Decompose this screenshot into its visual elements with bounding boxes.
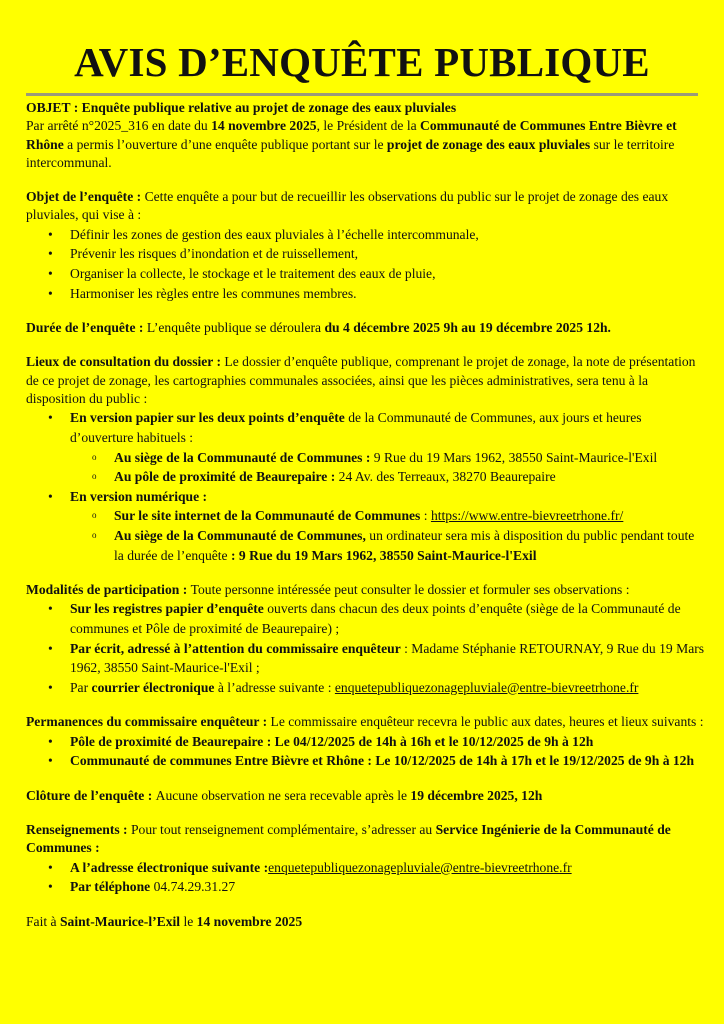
bullet-list	[26, 225, 706, 303]
bold-text: 19 décembre 2025, 12h	[410, 787, 543, 803]
bold-text: A l’adresse électronique suivante :	[70, 859, 269, 875]
sub-list-item	[114, 526, 706, 565]
bold-text: projet de zonage des eaux pluviales	[386, 136, 591, 152]
bold-text: Modalités de participation :	[26, 582, 191, 598]
list-item	[70, 877, 706, 897]
paragraph	[26, 581, 706, 599]
text: a permis l’ouverture d’une enquête publique portant sur le	[63, 136, 387, 152]
text: le	[180, 913, 197, 929]
bold-text: du 4 décembre 2025 9h au 19 décembre 2025 12h.	[324, 320, 611, 336]
bold-text: En version numérique :	[70, 488, 208, 504]
text: Cette enquête a pour but de recueillir les observations du public sur le projet de zonage des eaux pluviales, qui vise à :	[26, 189, 669, 223]
text: Par arrêté n°2025_316 en date du	[26, 118, 212, 134]
list-item	[70, 639, 706, 678]
bold-text: Sur les registres papier d’enquête	[70, 601, 264, 617]
bold-text: Au pôle de proximité de Beaurepaire :	[114, 469, 339, 485]
sub-list-item	[114, 467, 706, 487]
text: un ordinateur sera mis à disposition du public pendant toute la durée de l’enquête	[114, 527, 695, 563]
bold-text: Service Ingénierie de la Communauté de Communes :	[26, 822, 671, 856]
list-item	[70, 678, 706, 698]
text: 04.74.29.31.27	[150, 879, 236, 895]
bold-text: Permanences du commissaire enquêteur :	[26, 714, 271, 730]
sub-list-item	[114, 448, 706, 468]
bullet-list	[26, 599, 706, 697]
paragraph	[26, 353, 706, 408]
text: Organiser la collecte, le stockage et le traitement des eaux de pluie,	[70, 265, 436, 281]
link[interactable]: enquetepubliquezonagepluviale@entre-bievreetrhone.fr	[268, 859, 572, 875]
sub-list-item	[114, 506, 706, 526]
text: , le Président de la	[316, 118, 421, 134]
text: 9 Rue du 19 Mars 1962, 38550 Saint-Maurice-l'Exil	[373, 449, 658, 465]
bold-text: Pôle de proximité de Beaurepaire : Le 04/12/2025 de 14h à 16h et le 10/12/2025 de 9h à 12h	[70, 733, 594, 749]
bold-text: Durée de l’enquête :	[26, 320, 147, 336]
bold-text: 14 novembre 2025	[211, 118, 317, 134]
text: sur le territoire intercommunal.	[26, 136, 675, 170]
page-title: AVIS D’ENQUÊTE PUBLIQUE	[74, 39, 650, 85]
bold-text: courrier électronique	[91, 679, 215, 695]
text: ouverts dans chacun des deux points d’enquête (siège de la Communauté de communes et Pôle de proximité de Beaurepaire) ;	[70, 601, 681, 636]
paragraph	[26, 99, 706, 117]
text: Pour tout renseignement complémentaire, s’adresser au	[130, 822, 436, 838]
text: Fait à	[26, 913, 60, 929]
link[interactable]: enquetepubliquezonagepluviale@entre-bievreetrhone.fr	[334, 679, 639, 695]
bold-text: Communauté de Communes Entre Bièvre et Rhône	[26, 118, 677, 152]
bold-text: Lieux de consultation du dossier :	[26, 354, 225, 370]
text: :	[420, 508, 431, 524]
bold-text: Saint-Maurice-l’Exil	[59, 913, 181, 929]
text: à l’adresse suivante :	[214, 679, 335, 695]
bold-text: En version papier sur les deux points d’enquête	[70, 410, 345, 426]
text: Par	[70, 679, 92, 695]
bold-text: Communauté de communes Entre Bièvre et Rhône : Le 10/12/2025 de 14h à 17h et le 19/12/2025 de 9h à 12h	[70, 753, 695, 769]
list-item	[70, 751, 706, 771]
bold-text: Objet de l’enquête :	[26, 189, 145, 205]
paragraph	[26, 821, 706, 858]
text: Le commissaire enquêteur recevra le public aux dates, heures et lieux suivants :	[270, 714, 704, 730]
bold-text: 14 novembre 2025	[196, 913, 303, 929]
text: Harmoniser les règles entre les communes membres.	[70, 285, 357, 301]
sub-list	[70, 448, 706, 487]
bold-text: OBJET : Enquête publique relative au projet de zonage des eaux pluviales	[26, 100, 457, 115]
text: Définir les zones de gestion des eaux pluviales à l’échelle intercommunale,	[70, 226, 479, 242]
bullet-list	[26, 858, 706, 897]
bold-text: : 9 Rue du 19 Mars 1962, 38550 Saint-Maurice-l'Exil	[231, 547, 537, 563]
text: Le dossier d’enquête publique, comprenant le projet de zonage, la note de présentation de ce projet de zonage, les cartographies communales associées, ainsi que les pièces administratives, sera tenu à la disposition du public :	[26, 354, 696, 407]
text: Prévenir les risques d’inondation et de ruissellement,	[70, 246, 359, 262]
paragraph	[26, 713, 706, 731]
list-item	[70, 244, 706, 264]
bold-text: Par téléphone	[70, 879, 151, 895]
paragraph	[26, 787, 706, 805]
bold-text: Par écrit, adressé à l’attention du commissaire enquêteur	[70, 640, 401, 656]
text: Toute personne intéressée peut consulter le dossier et formuler ses observations :	[190, 582, 630, 598]
sub-list	[70, 506, 706, 565]
bold-text: Sur le site internet de la Communauté de Communes	[114, 508, 421, 524]
list-item	[70, 599, 706, 638]
notice-body	[26, 99, 706, 947]
bullet-list	[26, 408, 706, 565]
bold-text: Au siège de la Communauté de Communes :	[114, 449, 374, 465]
divider	[26, 93, 698, 96]
text: L’enquête publique se déroulera	[146, 320, 325, 336]
paragraph	[26, 117, 706, 172]
list-item	[70, 225, 706, 245]
list-item	[70, 408, 706, 486]
bold-text: Renseignements :	[26, 822, 131, 838]
list-item	[70, 284, 706, 304]
bold-text: Au siège de la Communauté de Communes,	[114, 527, 366, 543]
text: 24 Av. des Terreaux, 38270 Beaurepaire	[338, 469, 556, 485]
paragraph	[26, 188, 706, 225]
link[interactable]: https://www.entre-bievreetrhone.fr/	[430, 508, 624, 524]
list-item	[70, 732, 706, 752]
bullet-list	[26, 732, 706, 771]
bold-text: Clôture de l’enquête :	[26, 787, 156, 803]
text: : Madame Stéphanie RETOURNAY, 9 Rue du 19 Mars 1962, 38550 Saint-Maurice-l'Exil ;	[70, 640, 705, 676]
paragraph	[26, 913, 706, 931]
list-item	[70, 264, 706, 284]
text: Aucune observation ne sera recevable après le	[155, 787, 411, 803]
list-item	[70, 858, 706, 878]
list-item	[70, 487, 706, 565]
text: de la Communauté de Communes, aux jours et heures d’ouverture habituels :	[70, 410, 642, 445]
paragraph	[26, 319, 706, 337]
